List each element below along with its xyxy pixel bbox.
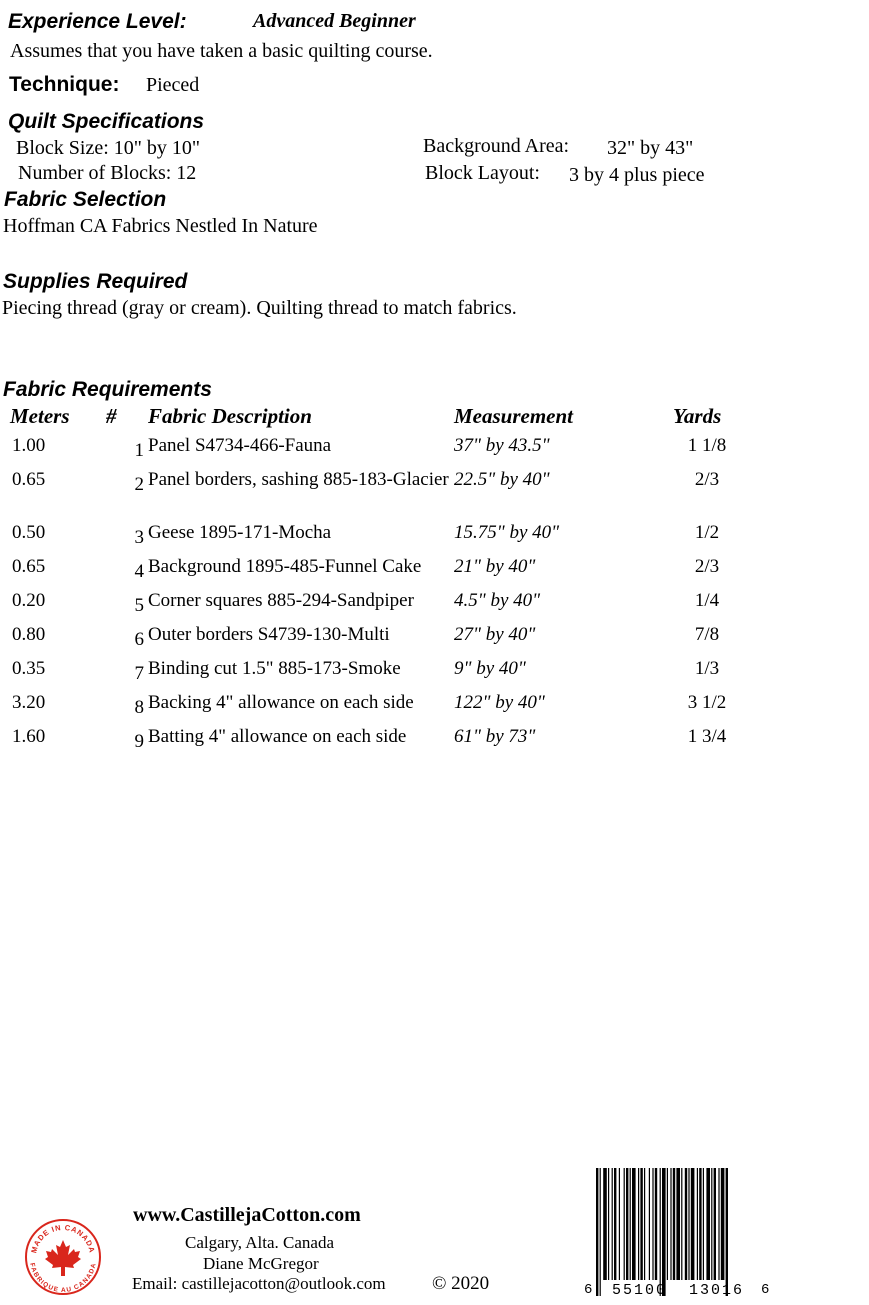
barcode-bar [603,1168,607,1280]
description-cell: Batting 4" allowance on each side [148,726,407,747]
yards-cell: 7/8 [694,624,720,645]
meters-cell: 0.20 [12,590,46,611]
barcode-bar [652,1168,653,1280]
measurement-cell: 37" by 43.5" [454,435,550,456]
barcode-bar [711,1168,712,1280]
yards-cell: 1/2 [694,522,720,543]
meters-cell: 0.50 [12,522,46,543]
barcode-bar [600,1168,601,1296]
yards-cell: 1 1/8 [687,435,727,456]
barcode-bar [681,1168,682,1280]
barcode-bar [697,1168,698,1280]
meters-cell: 3.20 [12,692,46,713]
table-row [6,589,753,623]
number-of-blocks: Number of Blocks: 12 [18,162,197,184]
meters-cell: 1.60 [12,726,46,747]
footer-name: Diane McGregor [203,1254,319,1273]
barcode-digit-last: 6 [761,1282,770,1298]
barcode-bar [706,1168,710,1280]
table-row [6,657,753,691]
requirements-heading: Fabric Requirements [3,378,212,401]
footer-location: Calgary, Alta. Canada [185,1233,335,1252]
number-cell: 8 [134,697,144,718]
made-in-canada-logo [24,1218,102,1296]
barcode-bar [632,1168,636,1280]
svg-text:MADE IN CANADA: MADE IN CANADA [29,1222,97,1255]
block-layout-label: Block Layout: [425,162,540,184]
barcode-bar [699,1168,701,1280]
barcode-digit-first: 6 [584,1282,593,1298]
yards-cell: 2/3 [694,556,720,577]
barcode-bar [673,1168,675,1280]
number-cell: 1 [134,440,144,461]
barcode-bar [703,1168,704,1280]
meters-cell: 0.35 [12,658,46,679]
number-cell: 3 [134,527,144,548]
fabric-selection-text: Hoffman CA Fabrics Nestled In Nature [3,215,318,237]
table-row [6,691,753,725]
supplies-heading: Supplies Required [3,270,188,293]
maple-leaf-icon [24,1218,102,1296]
description-cell: Backing 4" allowance on each side [148,692,414,713]
fabric-selection-heading: Fabric Selection [4,188,167,211]
specs-heading: Quilt Specifications [8,110,205,133]
measurement-cell: 9" by 40" [454,658,526,679]
measurement-cell: 22.5" by 40" [454,469,550,490]
meters-cell: 1.00 [12,435,46,456]
barcode-bar [691,1168,695,1280]
barcode-bar [630,1168,631,1280]
barcode [582,1168,772,1300]
number-cell: 6 [134,629,144,650]
barcode-bar [662,1168,666,1296]
description-cell: Panel borders, sashing 885-183-Glacier [148,469,449,490]
barcode-bar [676,1168,680,1280]
measurement-cell: 4.5" by 40" [454,590,541,611]
meters-cell: 0.65 [12,469,46,490]
barcode-bar [660,1168,661,1296]
experience-note: Assumes that you have taken a basic quilting course. [10,40,433,62]
table-row [6,468,753,521]
svg-text:FABRIQUE AU CANADA: FABRIQUE AU CANADA [28,1262,98,1295]
yards-cell: 1/4 [694,590,720,611]
barcode-bar [624,1168,625,1280]
block-layout-value: 3 by 4 plus piece [569,164,705,186]
yards-cell: 3 1/2 [687,692,727,713]
yards-cell: 2/3 [694,469,720,490]
number-cell: 5 [134,595,144,616]
barcode-bar [640,1168,642,1280]
barcode-bar [614,1168,616,1280]
meters-cell: 0.65 [12,556,46,577]
col-yards: Yards [673,404,722,428]
footer-email[interactable]: Email: castillejacotton@outlook.com [132,1274,386,1293]
experience-value: Advanced Beginner [253,10,416,32]
col-measurement: Measurement [454,404,574,428]
barcode-bar [714,1168,716,1280]
col-description: Fabric Description [148,404,312,428]
description-cell: Corner squares 885-294-Sandpiper [148,590,414,611]
number-cell: 9 [134,731,144,752]
measurement-cell: 21" by 40" [454,556,536,577]
col-number: # [106,404,117,428]
background-area-value: 32" by 43" [607,137,694,159]
table-header-row [6,404,753,434]
barcode-bar [718,1168,719,1280]
table-row [6,725,753,759]
block-size: Block Size: 10" by 10" [16,137,201,159]
number-cell: 7 [134,663,144,684]
yards-cell: 1 3/4 [687,726,727,747]
barcode-icon [582,1168,772,1300]
number-cell: 2 [134,474,144,495]
meters-cell: 0.80 [12,624,46,645]
table-row [6,623,753,657]
barcode-bar [685,1168,687,1280]
table-row [6,434,753,468]
barcode-bar [638,1168,639,1280]
description-cell: Geese 1895-171-Mocha [148,522,332,543]
barcode-bar [726,1168,728,1296]
barcode-bar [596,1168,598,1296]
experience-label: Experience Level: [8,10,187,33]
website-link[interactable]: www.CastillejaCotton.com [133,1204,361,1226]
description-cell: Panel S4734-466-Fauna [148,435,332,456]
measurement-cell: 27" by 40" [454,624,536,645]
supplies-text: Piecing thread (gray or cream). Quilting thread to match fabrics. [2,297,517,319]
measurement-cell: 122" by 40" [454,692,545,713]
technique-value: Pieced [146,74,200,96]
yards-cell: 1/3 [694,658,720,679]
technique-label: Technique: [9,73,120,96]
number-cell: 4 [134,561,144,582]
barcode-bar [619,1168,620,1280]
measurement-cell: 15.75" by 40" [454,522,560,543]
barcode-digits-right: 13016 [689,1282,745,1299]
fabric-requirements-table [6,404,753,759]
barcode-bar [655,1168,657,1280]
barcode-bar [649,1168,650,1280]
measurement-cell: 61" by 73" [454,726,536,747]
col-meters: Meters [10,404,70,428]
barcode-bar [667,1168,668,1280]
description-cell: Background 1895-485-Funnel Cake [148,556,422,577]
copyright: © 2020 [432,1273,490,1294]
description-cell: Binding cut 1.5" 885-173-Smoke [148,658,401,679]
background-area-label: Background Area: [423,135,570,157]
table-row [6,521,753,555]
barcode-bar [721,1168,725,1280]
table-row [6,555,753,589]
barcode-bar [670,1168,671,1280]
barcode-bar [612,1168,613,1280]
barcode-digits-left: 55100 [612,1282,668,1299]
barcode-bar [644,1168,645,1280]
description-cell: Outer borders S4739-130-Multi [148,624,390,645]
barcode-bar [688,1168,689,1280]
barcode-bar [608,1168,609,1280]
barcode-bar [626,1168,628,1280]
